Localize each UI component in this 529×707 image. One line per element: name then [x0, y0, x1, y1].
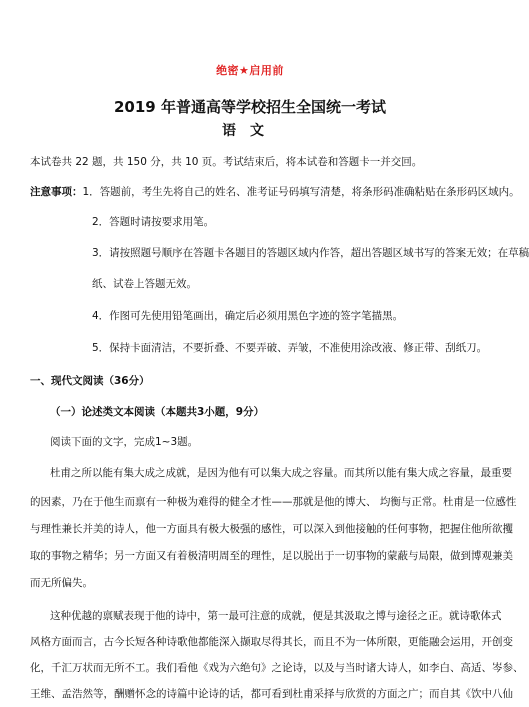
exam-intro: 本试卷共 22 题，共 150 分，共 10 页。考试结束后，将本试卷和答题卡一并交回。 [30, 156, 423, 168]
note-item-1 [30, 185, 520, 199]
passage-line: 与理性兼长并美的诗人，他一方面具有极大极强的感性，可以深入到他接触的任何事物，把握住他所欲攫 [30, 523, 513, 535]
notes-label: 注意事项： [30, 186, 83, 198]
passage-line: 杜甫之所以能有集大成之成就，是因为他有可以集大成之容量。而其所以能有集大成之容量，最重要 [50, 467, 512, 479]
subject-title: 语文 [222, 123, 278, 139]
passage-line: 化，千汇万状而无所不工。我们看他《戏为六绝句》之论诗，以及与当时诸大诗人，如李白、高适、岑参、 [30, 662, 524, 674]
passage-line: 的因素，乃在于他生而禀有一种极为难得的健全才性——那就是他的博大、 均衡与正常。杜甫是一位感性 [30, 496, 517, 508]
page-title: 2019 年普通高等学校招生全国统一考试 [114, 98, 386, 116]
passage-line: 风格方面而言，古今长短各种诗歌他都能深入撷取尽得其长，而且不为一体所限，更能融会运用，开创变 [30, 636, 513, 648]
note-item-3: 3．请按照题号顺序在答题卡各题目的答题区域内作答，超出答题区域书写的答案无效；在草稿 [92, 247, 529, 259]
note-item-2: 2．答题时请按要求用笔。 [92, 216, 215, 228]
note-item-4: 4．作图可先使用铅笔画出，确定后必须用黑色字迹的签字笔描黑。 [92, 310, 404, 322]
subsection-heading: （一）论述类文本阅读（本题共3小题，9分） [50, 406, 265, 418]
note-item-3-cont: 纸、试卷上答题无效。 [92, 278, 197, 290]
section-heading: 一、现代文阅读（36分） [30, 375, 150, 387]
note-text: 1．答题前，考生先将自己的姓名、准考证号码填写清楚，将条形码准确粘贴在条形码区域内。 [82, 186, 520, 198]
reading-instruction: 阅读下面的文字，完成1~3题。 [50, 436, 199, 448]
note-item-5: 5．保持卡面清洁，不要折叠、不要弄破、弄皱，不准使用涂改液、修正带、刮纸刀。 [92, 342, 488, 354]
passage-line: 王维、孟浩然等，酬赠怀念的诗篇中论诗的话，都可看到杜甫采择与欣赏的方面之广；而自其《饮中八仙 [30, 688, 513, 700]
secret-label: 绝密★启用前 [216, 64, 284, 77]
passage-line: 而无所偏失。 [30, 577, 93, 589]
passage-line: 取的事物之精华；另一方面又有着极清明周至的理性，足以脱出于一切事物的蒙蔽与局限，做到博观兼美 [30, 550, 513, 562]
passage-line: 这种优越的禀赋表现于他的诗中，第一最可注意的成就，便是其汲取之博与途径之正。就诗歌体式 [50, 610, 502, 622]
